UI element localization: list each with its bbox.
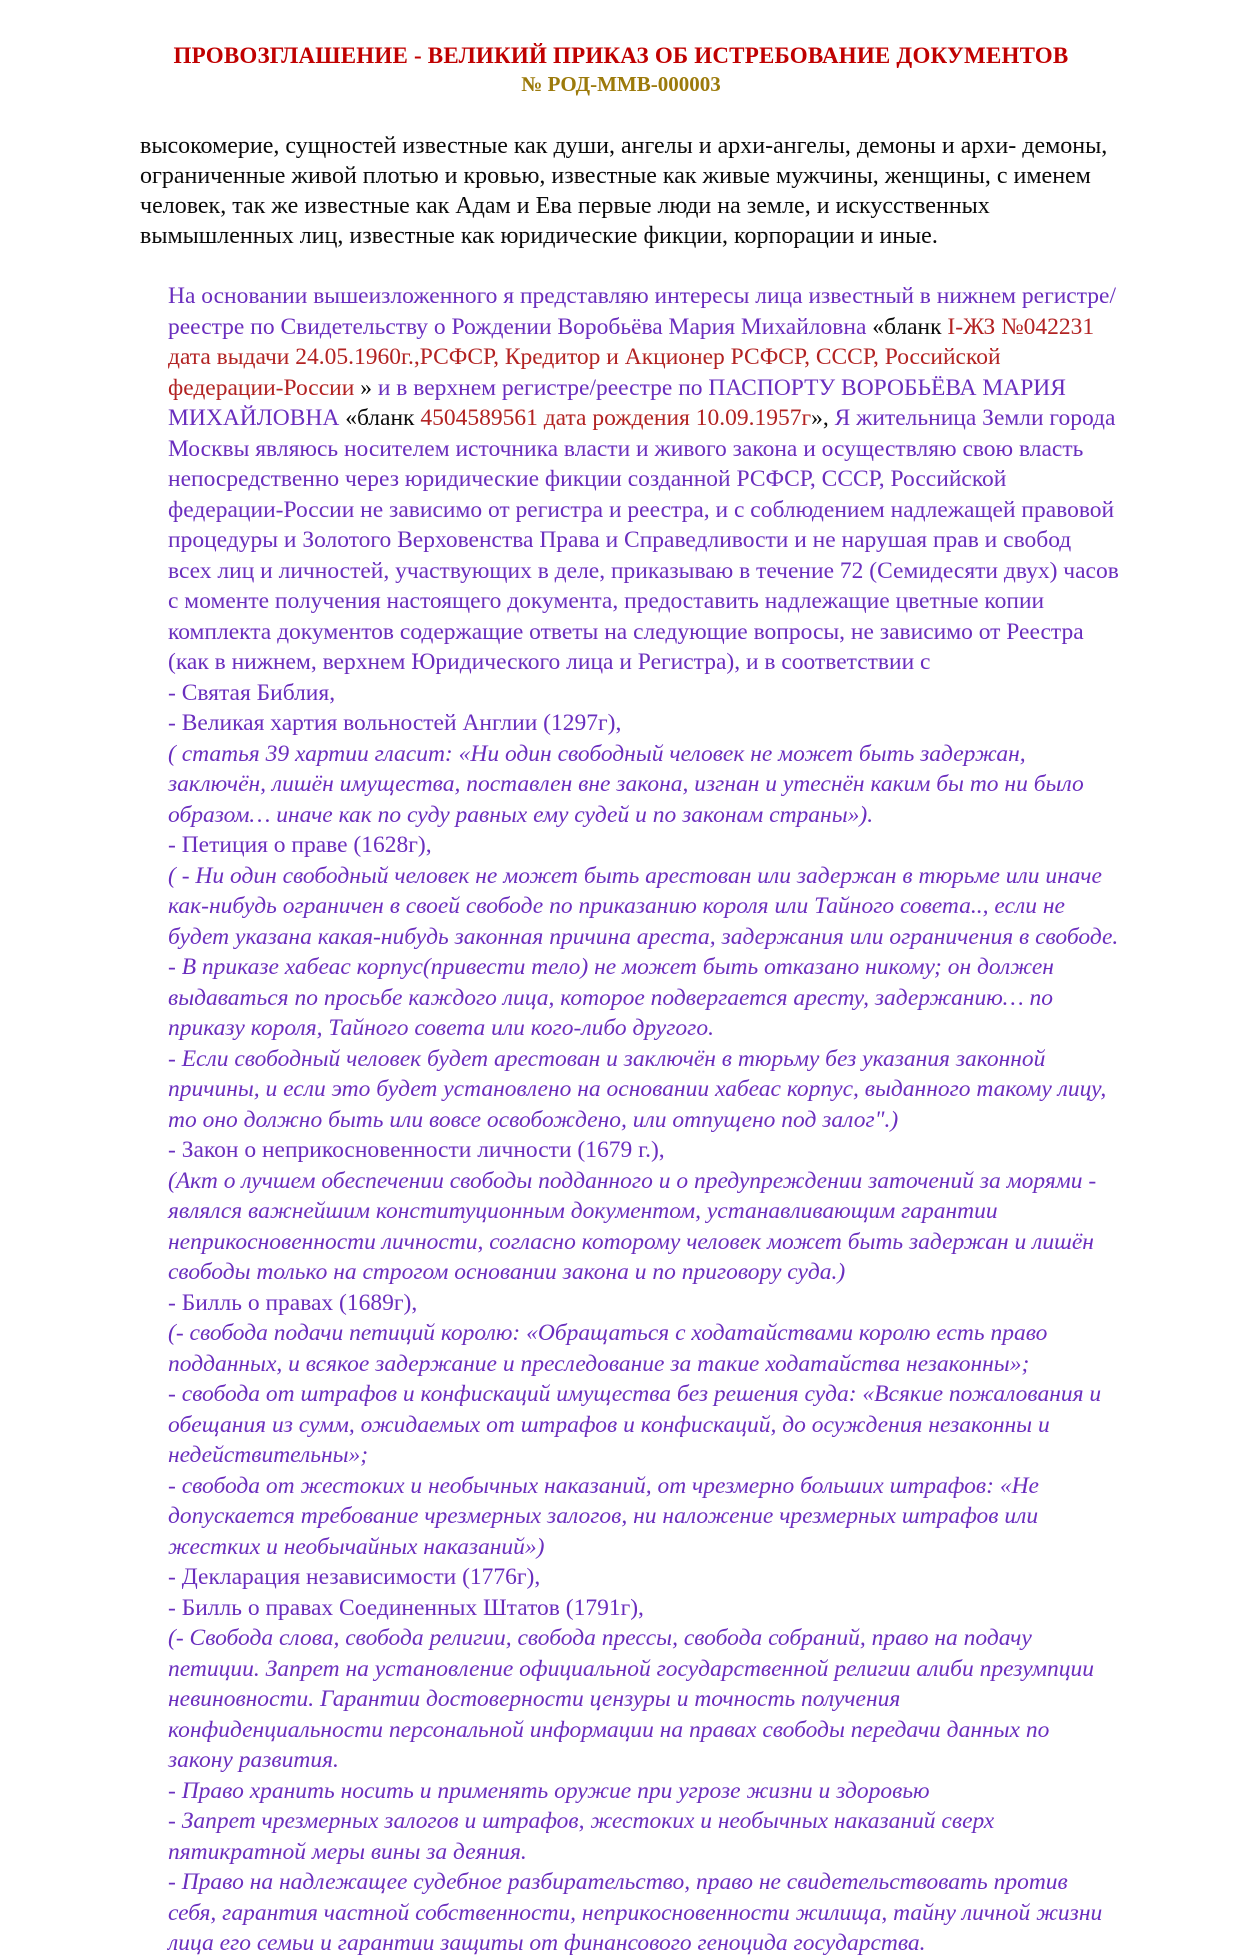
body-paragraph [168, 1166, 1120, 1288]
body-paragraph [168, 1135, 1120, 1166]
text-segment: и в верхнем регистре/реестре по ПАСПОРТУ ВОРОБЬЁВА МАРИЯ МИХАЙЛОВНА [168, 374, 1066, 431]
text-segment: - В приказе хабеас корпус(привести тело) не может быть отказано никому; он должен выдаваться по просьбе каждого лица, которое подвергается аресту, задержанию… по приказу короля, Тайного совета или кого-либо другого. [168, 954, 1054, 1041]
document-title: ПРОВОЗГЛАШЕНИЕ - ВЕЛИКИЙ ПРИКАЗ ОБ ИСТРЕБОВАНИЕ ДОКУМЕНТОВ [173, 43, 1069, 68]
text-segment: - Запрет чрезмерных залогов и штрафов, жестоких и необычных наказаний сверх пятикратной меры вины за деяния. [168, 1808, 995, 1865]
text-segment: - Великая хартия вольностей Англии (1297г), [168, 710, 622, 736]
text-segment: - Билль о правах Соединенных Штатов (1791г), [168, 1594, 644, 1621]
text-segment: » [360, 374, 378, 401]
body-paragraph [168, 708, 1120, 739]
text-segment: (- Свобода слова, свобода религии, свобода прессы, свобода собраний, право на подачу петиции. Запрет на установление официальной государственной религии алиби презумпции невиновности. Гарантии достоверности цензуры и точность получения конфиденциальности персональной информации на правах свободы передачи данных по закону развития. [168, 1625, 1095, 1773]
document-body [168, 281, 1120, 1959]
text-segment: - Петиция о праве (1628г), [168, 832, 432, 858]
text-segment: - свобода от штрафов и конфискаций имущества без решения суда: «Всякие пожалования и обещания из сумм, ожидаемых от штрафов и конфискаций, до осуждения незаконны и недействительны»; [168, 1381, 1102, 1468]
document-number: № РОД-ММВ-000003 [521, 72, 721, 96]
body-paragraph [168, 1776, 1120, 1807]
text-segment: (- свобода подачи петиций королю: «Обращаться с ходатайствами королю есть право подданных, и всякое задержание и преследование за такие ходатайства незаконны»; [168, 1320, 1048, 1377]
text-segment: «бланк [872, 313, 948, 340]
body-paragraph [168, 678, 1120, 709]
body-paragraph [168, 1593, 1120, 1624]
text-segment: - Закон о неприкосновенности личности (1679 г.), [168, 1137, 665, 1163]
text-segment: - свобода от жестоких и необычных наказаний, от чрезмерно больших штрафов: «Не допускается требование чрезмерных залогов, ни наложение чрезмерных штрафов или жестких и необычайных наказаний») [168, 1472, 1039, 1560]
text-segment: », [811, 405, 835, 431]
body-paragraph [168, 830, 1120, 861]
body-paragraph [168, 1471, 1120, 1563]
body-paragraph [168, 739, 1120, 831]
text-segment: На основании вышеизложенного я представляю интересы лица известный в нижнем регистре/реестре по Свидетельству о Рождении Воробьёва Мария Михайловна [168, 283, 1116, 340]
text-segment: ( статья 39 хартии гласит: «Ни один свободный человек не может быть задержан, заключён, лишён имущества, поставлен вне закона, изгнан и утеснён каким бы то ни было образом… иначе как по суду равных ему судей и по законам страны»). [168, 740, 1084, 828]
body-paragraph [168, 281, 1120, 678]
body-paragraph [168, 1562, 1120, 1593]
body-paragraph [168, 1623, 1120, 1776]
body-paragraph [168, 861, 1120, 953]
text-segment: - Билль о правах (1689г), [168, 1289, 418, 1316]
text-segment: 4504589561 дата рождения 10.09.1957г [420, 405, 812, 431]
body-paragraph [168, 1379, 1120, 1471]
body-paragraph [168, 952, 1120, 1044]
body-paragraph [168, 1806, 1120, 1867]
body-paragraph [168, 1318, 1120, 1379]
text-segment: «бланк [345, 405, 421, 431]
body-paragraph [168, 1288, 1120, 1319]
text-segment: - Святая Библия, [168, 679, 336, 706]
text-segment: - Право хранить носить и применять оружие при угрозе жизни и здоровью [168, 1777, 930, 1804]
text-segment: I-ЖЗ №042231 дата выдачи 24.05.1960г.,РСФСР, Кредитор и Акционер РСФСР, СССР, Российской федерации-России [168, 313, 1095, 401]
text-segment: ( - Ни один свободный человек не может быть арестован или задержан в тюрьме или иначе как-нибудь ограничен в своей свободе по приказанию короля или Тайного совета.., если не будет указана какая-нибудь законная причина ареста, задержания или ограничения в свободе. [168, 862, 1119, 950]
text-segment: - Право на надлежащее судебное разбирательство, право не свидетельствовать против себя, гарантия частной собственности, неприкосновенности жилища, тайну личной жизни лица его семьи и гарантии защиты от финансового геноцида государства. [168, 1869, 1103, 1956]
text-segment: - Если свободный человек будет арестован и заключён в тюрьму без указания законной причины, и если это будет установлено на основании хабеас корпус, выданного такому лицу, то оно должно быть или вовсе освобождено, или отпущено под залог".) [168, 1045, 1107, 1133]
body-paragraph [168, 1867, 1120, 1959]
text-segment: - Декларация независимости (1776г), [168, 1564, 541, 1590]
intro-paragraph: высокомерие, сущностей известные как души, ангелы и архи-ангелы, демоны и архи- демоны, ограниченные живой плотью и кровью, известные как живые мужчины, женщины, с именем человек, так же известные как Адам и Ева первые люди на земле, и искусственных вымышленных лиц, известные как юридические фикции, корпорации и иные. [140, 133, 1108, 249]
body-paragraph [168, 1044, 1120, 1136]
text-segment: (Акт о лучшем обеспечении свободы подданного и о предупреждении заточений за морями - являлся важнейшим конституционным документом, устанавливающим гарантии неприкосновенности личности, согласно которому человек может быть задержан и лишён свободы только на строгом основании закона и по приговору суда.) [168, 1167, 1097, 1285]
text-segment: Я жительница Земли города Москвы являюсь носителем источника власти и живого закона и осуществляю свою власть непосредственно через юридические фикции созданной РСФСР, СССР, Российской федерации-России не зависимо от регистра и реестра, и с соблюдением надлежащей правовой процедуры и Золотого Верховенства Права и Справедливости и не нарушая прав и свобод всех лиц и личностей, участвующих в деле, приказываю в течение 72 (Семидесяти двух) часов с моменте получения настоящего документа, предоставить надлежащие цветные копии комплекта документов содержащие ответы на следующие вопросы, не зависимо от Реестра (как в нижнем, верхнем Юридического лица и Регистра), и в соответствии с [168, 405, 1119, 675]
